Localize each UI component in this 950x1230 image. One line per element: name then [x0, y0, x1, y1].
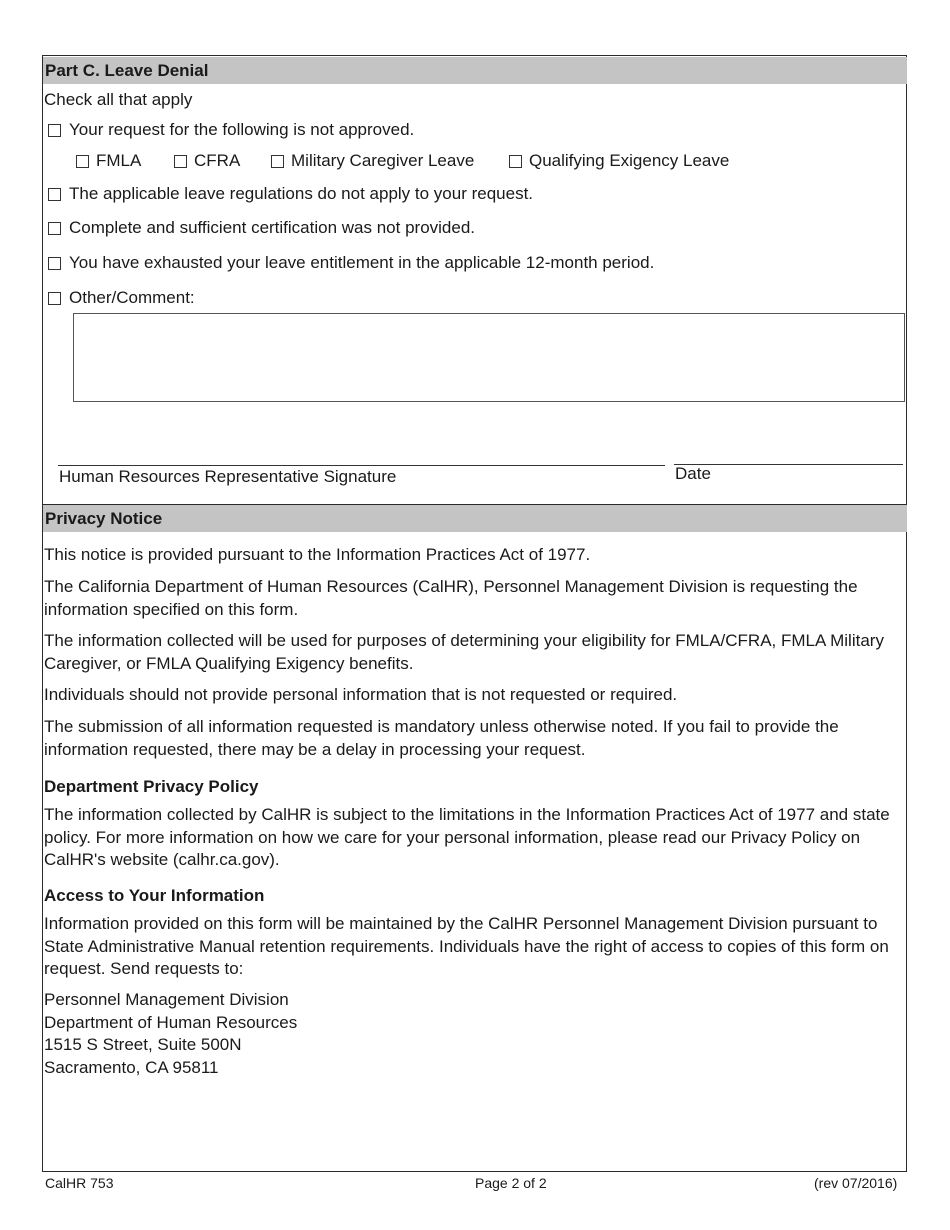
cfra-label: CFRA — [194, 151, 241, 170]
privacy-paragraph-3: The information collected will be used for purposes of determining your eligibility for FMLA/CFRA, FMLA Military Caregiver, or FMLA Qualifying Exigency benefits. — [44, 631, 884, 673]
other-checkbox[interactable] — [48, 292, 61, 305]
qualifying-exigency-checkbox[interactable] — [509, 155, 522, 168]
part-c-heading: Part C. Leave Denial — [43, 57, 907, 84]
address-line-3: 1515 S Street, Suite 500N — [44, 1035, 242, 1054]
address-line-4: Sacramento, CA 95811 — [44, 1057, 219, 1077]
regulations-label: The applicable leave regulations do not apply to your request. — [69, 184, 534, 203]
check-all-instruction: Check all that apply — [44, 90, 193, 109]
privacy-paragraph-2: The California Department of Human Resources (CalHR), Personnel Management Division is requesting the information specified on this form. — [44, 577, 858, 619]
military-caregiver-label: Military Caregiver Leave — [291, 151, 475, 170]
certification-checkbox[interactable] — [48, 222, 61, 235]
privacy-paragraph-5: The submission of all information requested is mandatory unless otherwise noted. If you fail to provide the information requested, there may be a delay in processing your request. — [44, 717, 839, 759]
exhausted-label: You have exhausted your leave entitlement in the applicable 12-month period. — [69, 253, 655, 272]
privacy-paragraph-1: This notice is provided pursuant to the Information Practices Act of 1977. — [44, 545, 591, 564]
certification-label: Complete and sufficient certification was not provided. — [69, 218, 476, 237]
revision-date: (rev 07/2016) — [814, 1175, 898, 1191]
military-caregiver-checkbox[interactable] — [271, 155, 284, 168]
privacy-policy-heading: Department Privacy Policy — [44, 777, 259, 796]
address-line-1: Personnel Management Division — [44, 990, 289, 1009]
privacy-policy-text: The information collected by CalHR is subject to the limitations in the Information Practices Act of 1977 and state policy. For more information on how we care for your personal information, please read our Privacy Policy on CalHR's website (calhr.ca.gov). — [44, 805, 890, 869]
not-approved-checkbox[interactable] — [48, 124, 61, 137]
qualifying-exigency-label: Qualifying Exigency Leave — [529, 151, 730, 170]
form-id: CalHR 753 — [45, 1175, 114, 1191]
page-number: Page 2 of 2 — [475, 1175, 547, 1191]
other-label: Other/Comment: — [69, 288, 195, 307]
cfra-checkbox[interactable] — [174, 155, 187, 168]
privacy-notice-heading: Privacy Notice — [43, 504, 907, 532]
address-line-2: Department of Human Resources — [44, 1012, 298, 1032]
fmla-label: FMLA — [96, 151, 142, 170]
exhausted-checkbox[interactable] — [48, 257, 61, 270]
mailing-address — [44, 989, 910, 1079]
comment-textarea[interactable] — [73, 313, 905, 402]
privacy-paragraph-4: Individuals should not provide personal information that is not requested or required. — [44, 685, 678, 704]
not-approved-label: Your request for the following is not approved. — [69, 120, 415, 139]
regulations-checkbox[interactable] — [48, 188, 61, 201]
access-heading: Access to Your Information — [44, 886, 265, 905]
signature-label: Human Resources Representative Signature — [59, 467, 397, 486]
access-text: Information provided on this form will be maintained by the CalHR Personnel Management Division pursuant to State Administrative Manual retention requirements. Individuals have the right of access to copies of this form on request. Send requests to: — [44, 914, 889, 978]
date-label: Date — [675, 464, 711, 483]
fmla-checkbox[interactable] — [76, 155, 89, 168]
